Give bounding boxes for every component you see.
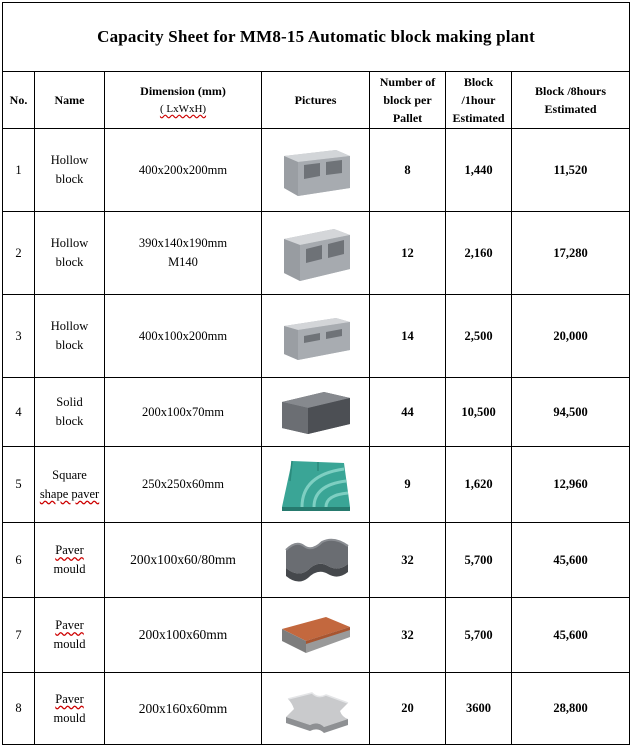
- header-per-8hours-line1: Block /8hours: [535, 84, 607, 98]
- row-per-hour: 1,620: [446, 447, 512, 523]
- row-picture: [262, 129, 370, 212]
- row-name-line2: mould: [53, 710, 86, 725]
- header-dimension-label: Dimension (mm): [140, 84, 226, 98]
- row-name-line1: Paver: [55, 618, 84, 632]
- header-dimension-sub: ( LxWxH): [159, 103, 207, 115]
- row-per-pallet: 12: [370, 212, 446, 295]
- header-pictures: Pictures: [262, 72, 370, 129]
- row-per-hour: 5,700: [446, 523, 512, 598]
- header-no: No.: [3, 72, 35, 129]
- row-name: [35, 378, 105, 447]
- header-per-pallet: [370, 72, 446, 129]
- header-per-hour-line2: /1hour: [461, 93, 496, 107]
- row-no: 3: [3, 295, 35, 378]
- header-per-pallet-line1: Number of: [379, 75, 436, 89]
- row-per-pallet: 20: [370, 673, 446, 745]
- row-name-line1: Square: [52, 467, 87, 482]
- row-picture: [262, 378, 370, 447]
- header-per-hour-line1: Block: [463, 75, 494, 89]
- row-per-8hours: 12,960: [512, 447, 630, 523]
- row-dimension-line2: M140: [168, 255, 198, 269]
- header-dimension: [105, 72, 262, 129]
- table-row: [3, 523, 630, 598]
- row-per-8hours: 45,600: [512, 523, 630, 598]
- row-no: 1: [3, 129, 35, 212]
- row-per-pallet: 32: [370, 523, 446, 598]
- header-per-hour-line3: Estimated: [452, 111, 505, 125]
- row-per-hour: 2,160: [446, 212, 512, 295]
- table-row: [3, 129, 630, 212]
- row-name-line2: block: [55, 414, 84, 428]
- i-shape-paver-image: [278, 681, 354, 737]
- row-name-line1: Hollow: [50, 153, 89, 167]
- row-name-line2: shape paver: [39, 486, 100, 501]
- row-dimension: [105, 129, 262, 212]
- row-dimension: [105, 447, 262, 523]
- row-name: [35, 447, 105, 523]
- row-dimension: [105, 598, 262, 673]
- row-per-8hours: 28,800: [512, 673, 630, 745]
- row-dimension-line1: 400x200x200mm: [138, 162, 228, 177]
- hollow-block-large-image: [278, 142, 354, 198]
- table-row: [3, 378, 630, 447]
- row-no: 2: [3, 212, 35, 295]
- row-name-line2: block: [55, 255, 84, 269]
- table-row: [3, 447, 630, 523]
- row-dimension-line1: 390x140x190mm: [138, 236, 228, 250]
- row-dimension: [105, 212, 262, 295]
- row-dimension-line1: 200x100x70mm: [142, 404, 224, 419]
- row-dimension: [105, 523, 262, 598]
- row-per-hour: 5,700: [446, 598, 512, 673]
- row-per-8hours: 17,280: [512, 212, 630, 295]
- hollow-block-medium-image: [278, 223, 354, 283]
- row-name-line2: block: [55, 338, 84, 352]
- header-per-8hours: [512, 72, 630, 129]
- row-name-line1: Paver: [55, 691, 84, 706]
- row-picture: [262, 598, 370, 673]
- row-per-hour: 10,500: [446, 378, 512, 447]
- row-name: [35, 212, 105, 295]
- row-dimension-line1: 200x160x60mm: [138, 700, 228, 716]
- row-name: [35, 523, 105, 598]
- row-name: [35, 129, 105, 212]
- table-row: [3, 295, 630, 378]
- row-name: [35, 295, 105, 378]
- row-name-line2: block: [55, 172, 84, 186]
- row-per-hour: 1,440: [446, 129, 512, 212]
- row-dimension-line1: 200x100x60mm: [138, 627, 228, 642]
- row-no: 8: [3, 673, 35, 745]
- brick-paver-image: [278, 607, 354, 663]
- row-dimension-line1: 400x100x200mm: [138, 328, 228, 343]
- solid-block-image: [278, 386, 354, 438]
- row-per-pallet: 14: [370, 295, 446, 378]
- row-dimension: [105, 378, 262, 447]
- header-per-8hours-line2: Estimated: [544, 102, 597, 116]
- header-per-hour: [446, 72, 512, 129]
- capacity-table: [2, 2, 630, 745]
- row-name-line1: Solid: [56, 395, 83, 409]
- row-name-line1: Paver: [55, 543, 84, 557]
- row-no: 5: [3, 447, 35, 523]
- row-per-hour: 2,500: [446, 295, 512, 378]
- row-picture: [262, 447, 370, 523]
- row-no: 6: [3, 523, 35, 598]
- row-picture: [262, 212, 370, 295]
- row-name: [35, 673, 105, 745]
- row-name-line2: mould: [53, 637, 86, 651]
- row-picture: [262, 295, 370, 378]
- header-name: Name: [35, 72, 105, 129]
- row-per-pallet: 32: [370, 598, 446, 673]
- row-dimension-line1: 200x100x60/80mm: [130, 552, 236, 567]
- row-name: [35, 598, 105, 673]
- sheet-title: Capacity Sheet for MM8-15 Automatic block making plant: [3, 3, 630, 72]
- header-per-pallet-line2: block per: [383, 93, 432, 107]
- row-picture: [262, 523, 370, 598]
- row-per-8hours: 94,500: [512, 378, 630, 447]
- table-row: [3, 598, 630, 673]
- row-picture: [262, 673, 370, 745]
- row-no: 7: [3, 598, 35, 673]
- header-per-pallet-line3: Pallet: [392, 111, 423, 125]
- zigzag-paver-image: [278, 532, 354, 588]
- table-row: [3, 212, 630, 295]
- hollow-block-thin-image: [278, 308, 354, 364]
- row-per-8hours: 11,520: [512, 129, 630, 212]
- table-row: [3, 673, 630, 745]
- row-per-hour: 3600: [446, 673, 512, 745]
- row-name-line2: mould: [53, 562, 86, 576]
- square-paver-image: [278, 455, 354, 515]
- row-per-pallet: 44: [370, 378, 446, 447]
- row-per-pallet: 9: [370, 447, 446, 523]
- capacity-sheet: [2, 2, 629, 745]
- row-no: 4: [3, 378, 35, 447]
- row-dimension: [105, 673, 262, 745]
- row-per-pallet: 8: [370, 129, 446, 212]
- row-name-line1: Hollow: [50, 319, 89, 333]
- row-name-line1: Hollow: [50, 236, 89, 250]
- row-per-8hours: 45,600: [512, 598, 630, 673]
- row-dimension-line1: 250x250x60mm: [142, 477, 224, 491]
- row-per-8hours: 20,000: [512, 295, 630, 378]
- row-dimension: [105, 295, 262, 378]
